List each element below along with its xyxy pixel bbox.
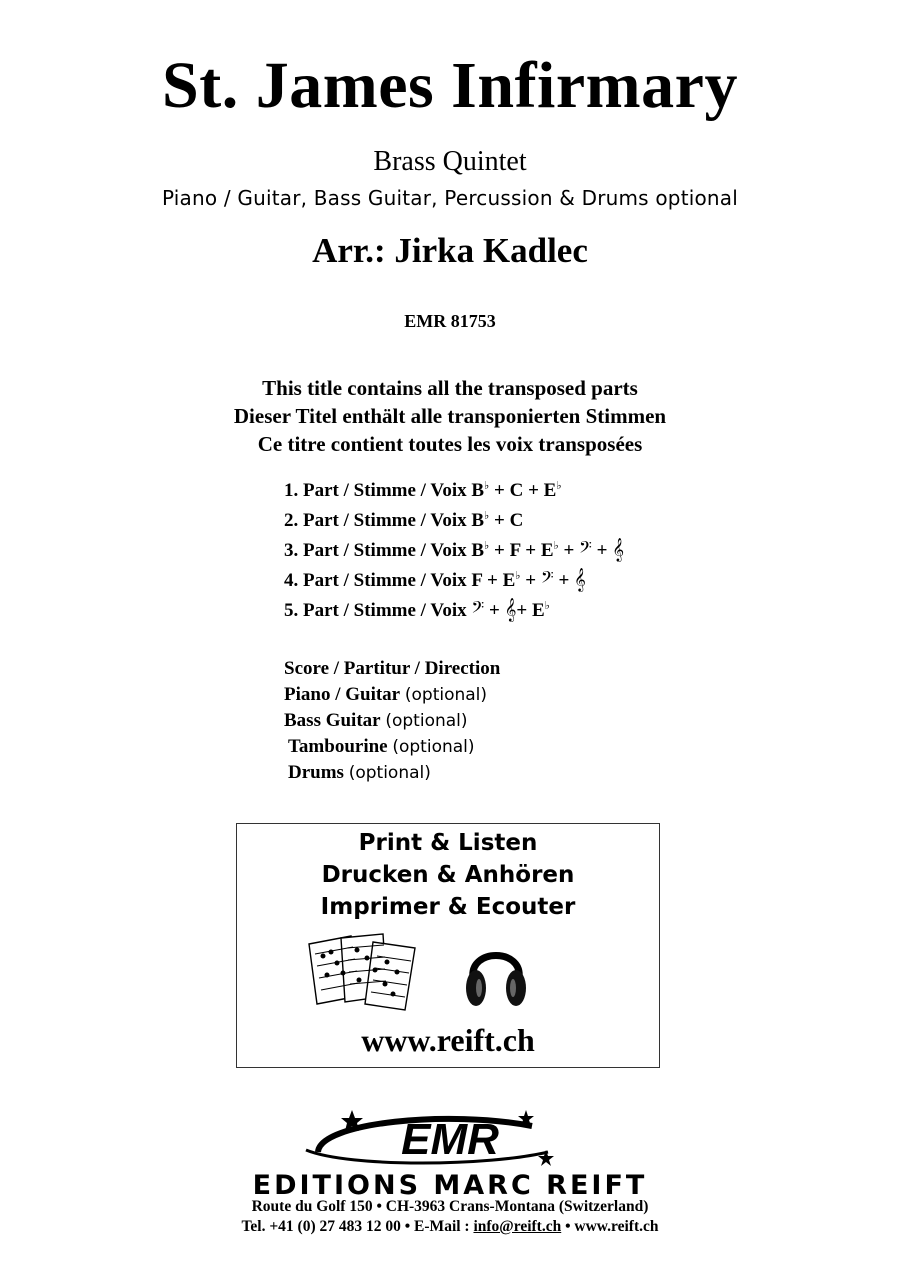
extra-bass-guitar: Bass Guitar (optional) — [284, 710, 468, 731]
print-listen-fr: Imprimer & Ecouter — [320, 894, 576, 920]
arranger: Arr.: Jirka Kadlec — [312, 231, 588, 270]
publisher-address: Route du Golf 150 • CH-3963 Crans-Montana (Switzerland) — [251, 1198, 649, 1215]
print-listen-box — [236, 823, 660, 1068]
part-3: 3. Part / Stimme / Voix B♭ + F + E♭ + 𝄢 + 𝄞 — [284, 539, 625, 561]
treble-clef-icon: 𝄞 — [574, 569, 586, 591]
subtitle: Brass Quintet — [373, 146, 527, 177]
sheet-music-icon — [307, 932, 419, 1012]
bass-clef-icon: 𝄢 — [540, 569, 554, 591]
treble-clef-icon: 𝄞 — [612, 539, 625, 561]
instrumentation-line: Piano / Guitar, Bass Guitar, Percussion & Drums optional — [161, 186, 739, 210]
website-link[interactable]: www.reift.ch — [361, 1022, 535, 1058]
extra-piano-guitar: Piano / Guitar (optional) — [284, 684, 488, 705]
extra-score: Score / Partitur / Direction — [284, 658, 501, 679]
bass-clef-icon: 𝄢 — [471, 599, 485, 621]
extra-tambourine: Tambourine (optional) — [288, 736, 475, 757]
svg-text:EMR: EMR — [401, 1115, 499, 1164]
extra-drums: Drums (optional) — [288, 762, 431, 783]
treble-clef-icon: 𝄞 — [504, 599, 517, 621]
part-5: 5. Part / Stimme / Voix 𝄢 + 𝄞+ E♭ — [284, 599, 550, 621]
emr-logo — [300, 1108, 600, 1170]
page-title: St. James Infirmary — [162, 49, 738, 122]
email-link[interactable]: info@reift.ch — [473, 1218, 562, 1235]
transposed-note-de: Dieser Titel enthält alle transponierten Stimmen — [233, 404, 667, 428]
transposed-note-fr: Ce titre contient toutes les voix transposées — [257, 432, 643, 456]
publisher-name: EDITIONS MARC REIFT — [252, 1170, 648, 1201]
catalog-code: EMR 81753 — [404, 311, 496, 331]
publisher-contact: Tel. +41 (0) 27 483 12 00 • E-Mail : info@reift.ch • www.reift.ch — [241, 1218, 659, 1235]
transposed-note-en: This title contains all the transposed parts — [262, 376, 638, 400]
part-4: 4. Part / Stimme / Voix F + E♭ + 𝄢 + 𝄞 — [284, 569, 586, 591]
bass-clef-icon: 𝄢 — [579, 539, 592, 561]
part-1: 1. Part / Stimme / Voix B♭ + C + E♭ — [284, 480, 562, 501]
print-listen-de: Drucken & Anhören — [321, 862, 575, 888]
part-2: 2. Part / Stimme / Voix B♭ + C — [284, 510, 524, 531]
print-listen-en: Print & Listen — [358, 830, 538, 856]
headphones-icon — [465, 934, 527, 1010]
